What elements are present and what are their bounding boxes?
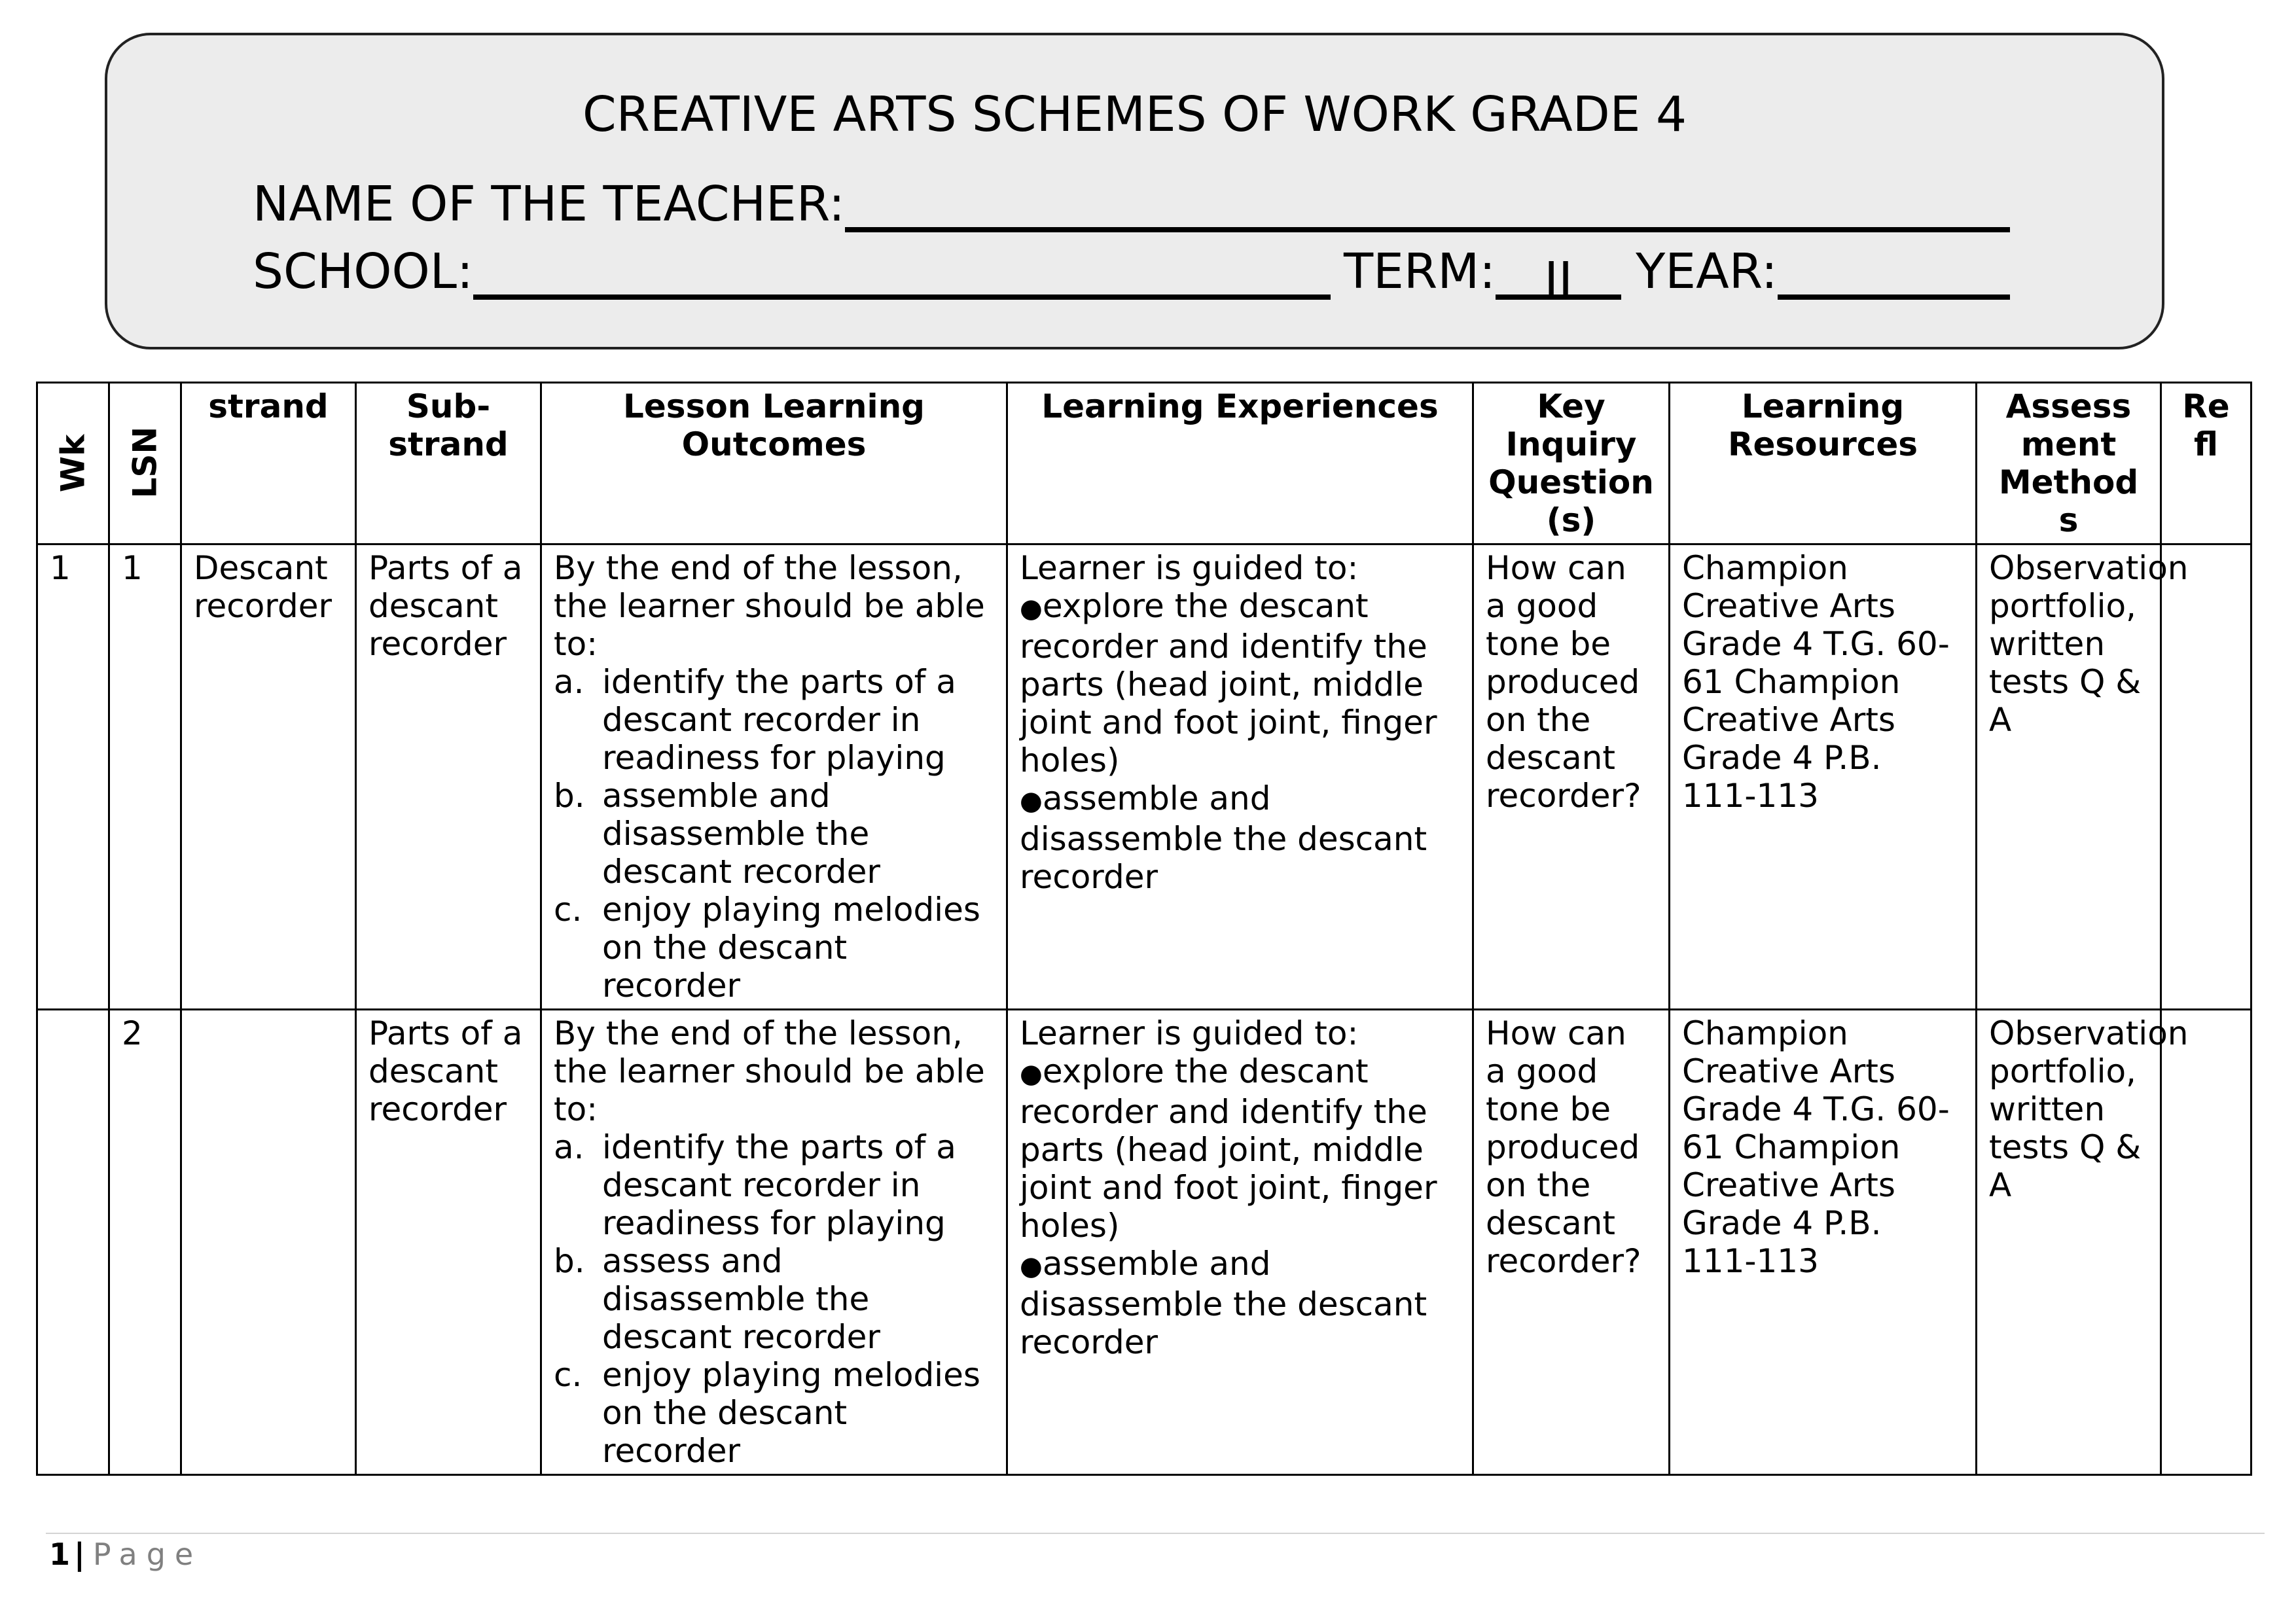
assessment-cell: Observation portfolio, written tests Q & A xyxy=(1977,544,2161,1010)
outcome-item: a. identify the parts of a descant recorder in readiness for playing xyxy=(554,663,956,777)
outcomes-list xyxy=(554,1128,994,1470)
outcome-item: b. assess and disassemble the descant recorder xyxy=(554,1242,880,1356)
school-field[interactable] xyxy=(473,257,1331,300)
outcome-item: a. identify the parts of a descant recorder in readiness for playing xyxy=(554,1128,956,1242)
reflection-cell xyxy=(2161,544,2251,1010)
resources-cell: Champion Creative Arts Grade 4 T.G. 60-61 Champion Creative Arts Grade 4 P.B. 111-113 xyxy=(1670,1010,1977,1475)
header-assessment-methods: Assess ment Method s xyxy=(1977,383,2161,544)
learning-outcomes-cell xyxy=(541,544,1007,1010)
lesson-number-cell: 2 xyxy=(109,1010,181,1475)
lesson-number-cell: 1 xyxy=(109,544,181,1010)
header-strand: strand xyxy=(181,383,356,544)
experiences-intro: Learner is guided to: xyxy=(1020,1014,1359,1052)
document-title: CREATIVE ARTS SCHEMES OF WORK GRADE 4 xyxy=(582,86,1687,143)
experience-item: ● assemble and disassemble the descant recorder xyxy=(1020,779,1460,896)
outcome-item: b. assemble and disassemble the descant recorder xyxy=(554,777,880,891)
experiences-intro: Learner is guided to: xyxy=(1020,549,1359,587)
header-learning-experiences: Learning Experiences xyxy=(1007,383,1473,544)
teacher-line xyxy=(253,176,2010,232)
outcomes-intro: By the end of the lesson, the learner should be able to: xyxy=(554,549,985,663)
assessment-cell: Observation portfolio, written tests Q & A xyxy=(1977,1010,2161,1475)
year-field[interactable] xyxy=(1778,257,2010,300)
week-cell xyxy=(37,1010,109,1475)
page-number: 1 xyxy=(49,1537,71,1572)
table-row xyxy=(37,1010,2251,1475)
strand-cell xyxy=(181,1010,356,1475)
year-label: YEAR: xyxy=(1636,243,1778,300)
outcome-item: c. enjoy playing melodies on the descant recorder xyxy=(554,1356,980,1470)
footer-divider xyxy=(46,1533,2265,1534)
school-line xyxy=(253,243,2010,308)
term-label: TERM: xyxy=(1343,243,1496,300)
header-reflection: Re fl xyxy=(2161,383,2251,544)
scheme-table xyxy=(36,382,2252,1476)
teacher-label: NAME OF THE TEACHER: xyxy=(253,176,845,232)
footer-separator: | xyxy=(74,1537,85,1572)
key-question-cell: How can a good tone be produced on the descant recorder? xyxy=(1473,544,1670,1010)
strand-cell: Descant recorder xyxy=(181,544,356,1010)
term-field[interactable]: II xyxy=(1496,257,1621,300)
header-learning-resources: Learning Resources xyxy=(1670,383,1977,544)
outcomes-list xyxy=(554,663,994,1005)
header-lesson-number: LSN xyxy=(109,383,181,544)
school-label: SCHOOL: xyxy=(253,243,473,300)
page-footer xyxy=(49,1537,202,1572)
week-cell: 1 xyxy=(37,544,109,1010)
teacher-name-field[interactable] xyxy=(845,189,2010,232)
resources-cell: Champion Creative Arts Grade 4 T.G. 60-61 Champion Creative Arts Grade 4 P.B. 111-113 xyxy=(1670,544,1977,1010)
header-learning-outcomes: Lesson Learning Outcomes xyxy=(541,383,1007,544)
learning-outcomes-cell xyxy=(541,1010,1007,1475)
header-sub-strand: Sub-strand xyxy=(356,383,541,544)
header-week: Wk xyxy=(37,383,109,544)
table-row xyxy=(37,544,2251,1010)
experience-item: ● assemble and disassemble the descant recorder xyxy=(1020,1245,1460,1361)
experience-item: ● explore the descant recorder and identify the parts (head joint, middle joint and foot joint, finger holes) xyxy=(1020,587,1460,779)
header-box xyxy=(105,33,2164,349)
experience-item: ● explore the descant recorder and identify the parts (head joint, middle joint and foot joint, finger holes) xyxy=(1020,1052,1460,1245)
sub-strand-cell: Parts of a descant recorder xyxy=(356,1010,541,1475)
sub-strand-cell: Parts of a descant recorder xyxy=(356,544,541,1010)
table-header-row xyxy=(37,383,2251,544)
reflection-cell xyxy=(2161,1010,2251,1475)
header-key-inquiry-question: Key Inquiry Question (s) xyxy=(1473,383,1670,544)
learning-experiences-cell xyxy=(1007,1010,1473,1475)
outcomes-intro: By the end of the lesson, the learner should be able to: xyxy=(554,1014,985,1128)
page-label: Page xyxy=(92,1537,203,1572)
learning-experiences-cell xyxy=(1007,544,1473,1010)
outcome-item: c. enjoy playing melodies on the descant recorder xyxy=(554,891,980,1005)
key-question-cell: How can a good tone be produced on the descant recorder? xyxy=(1473,1010,1670,1475)
